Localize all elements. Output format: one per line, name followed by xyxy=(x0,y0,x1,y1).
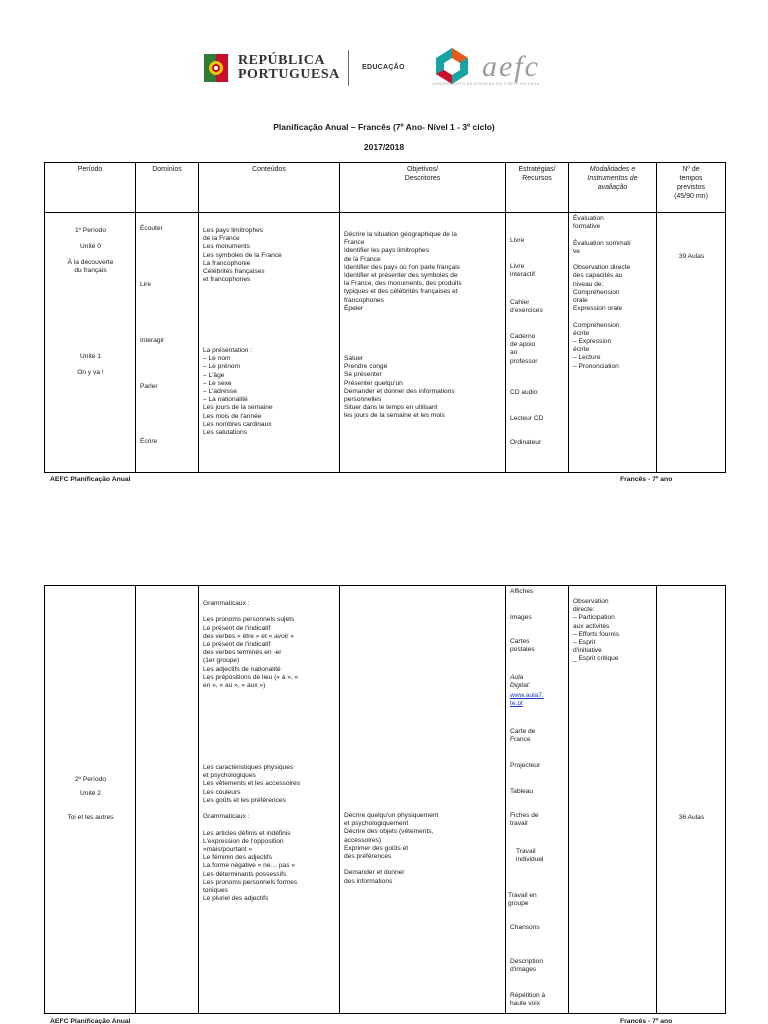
periodo-label: 2º Período xyxy=(74,776,106,783)
dominios-cell xyxy=(136,586,199,1014)
footer-left: AEFC Planificação Anual xyxy=(50,1018,131,1024)
col-header-estrategias: Estratégias/ Recursos xyxy=(506,163,569,213)
aula-digital-link[interactable]: www.aula7. te.pt xyxy=(510,692,544,708)
dominio-item: Parler xyxy=(140,383,158,390)
estrategia-item: Travail individuel xyxy=(516,848,544,864)
estrategia-item: Livre interactif xyxy=(510,263,535,279)
tempos-cell xyxy=(657,213,726,473)
conteudos-list: La présentation : – Le nom – Le prénom – L'âge – Le sexe – L'adresse – La nationalité Les jours de la semaine Les mois de l'année Les nombres cardinaux Les salutations xyxy=(203,347,273,437)
estrategia-item: Images xyxy=(510,614,532,621)
republica-portuguesa-wordmark: REPÚBLICA PORTUGUESA xyxy=(238,53,340,82)
estrategia-item: CD audio xyxy=(510,389,538,396)
dominio-item: Lire xyxy=(140,281,151,288)
dominios-cell xyxy=(136,213,199,473)
col-header-dominios: Domínios xyxy=(136,163,199,213)
col-header-objetivos: Objetivos/ Descritores xyxy=(340,163,506,213)
col-header-conteudos: Conteúdos xyxy=(199,163,340,213)
republica-portuguesa-emblem-icon xyxy=(200,50,230,86)
modalidades-list: Évaluation formative Évaluation sommati ve Observation directe des capacités au niveau de: Compréhension orale Expression orale Compréhension écrite – Expression écrite – Lecture – Prononciation xyxy=(573,215,631,370)
col-header-tempos: Nº de tempos previstos (45/90 mn) xyxy=(657,163,726,213)
aefc-subtitle: AGRUPAMENTO DE ESCOLAS DO FORTE DA CASA xyxy=(432,82,540,86)
estrategia-item: Livre xyxy=(510,237,525,244)
estrategia-item: Chansons xyxy=(510,924,540,931)
tempos-value: 39 Aulas xyxy=(678,253,705,260)
estrategia-item: Fiches de travail xyxy=(510,812,539,828)
col-header-modalidades: Modalidades e Instrumentos de avaliação xyxy=(569,163,657,213)
estrategia-item: Lecteur CD xyxy=(510,415,544,422)
objetivos-cell xyxy=(340,213,506,473)
table-header-row xyxy=(45,163,726,213)
dominio-item: Écouter xyxy=(140,225,163,232)
tempos-value: 36 Aulas xyxy=(678,814,705,821)
conteudos-list: Grammaticaux : Les pronoms personnels sujets Le présent de l'indicatif des verbes « être » et « avoir » Le présent de l'indicatif des verbes terminés en -er (1er groupe) Les adjectifs de nationalité Les prépositions de lieu (« à », « en », « au », « aux ») xyxy=(203,600,299,690)
objetivos-list: Décrire la situation géographique de la France Identifier les pays limitrophes de la France Identifier des pays où l'on parle français Identifier et présenter des symboles de la France, des monuments, des produits typiques et des célébrités françaises et francophones Épeler xyxy=(344,231,462,312)
unite-2-label: Unité 2 xyxy=(80,790,101,797)
estrategia-item: Affiches xyxy=(510,588,534,595)
page-header xyxy=(0,40,768,100)
modalidades-cell xyxy=(569,586,657,1014)
footer-left: AEFC Planificação Anual xyxy=(50,476,131,483)
conteudos-cell xyxy=(199,586,340,1014)
tempos-cell xyxy=(657,586,726,1014)
dominio-item: Écrire xyxy=(140,438,158,445)
document-title: Planificação Anual – Francês (7º Ano- Nível 1 - 3º ciclo) xyxy=(273,122,495,132)
estrategia-item: Répétition à haute voix xyxy=(510,992,546,1008)
objetivos-list: Décrire quelqu'un physiquement et psychologiquement Décrire des objets (vêtements, accessoires) Exprimer des goûts et des préférences Demander et donner des informations xyxy=(344,812,439,885)
school-year: 2017/2018 xyxy=(363,142,405,152)
periodo-cell xyxy=(45,586,136,1014)
modalidades-cell xyxy=(569,213,657,473)
estrategia-item: Description d'images xyxy=(510,958,543,974)
unite-0-title: À la découverte du français xyxy=(67,259,114,275)
estrategia-item: Carte de France xyxy=(510,728,536,744)
header-divider xyxy=(348,50,349,86)
footer-right: Francês - 7º ano xyxy=(620,1018,673,1024)
conteudos-list: Les pays limitrophes de la France Les monuments Les symboles de la France La francophonie Célébrités françaises et francophones xyxy=(203,227,282,284)
estrategia-item: Travail en groupe xyxy=(508,892,537,908)
aefc-logo-icon xyxy=(432,46,472,86)
footer-right: Francês - 7º ano xyxy=(620,476,673,483)
table-row xyxy=(45,586,726,1014)
dominio-item: Interagir xyxy=(140,337,165,344)
unite-1-title: On y va ! xyxy=(77,369,104,376)
estrategias-cell xyxy=(506,213,569,473)
unite-1-label: Unité 1 xyxy=(80,353,101,360)
estrategia-item: Cartes postales xyxy=(510,638,535,654)
aefc-wordmark: aefc xyxy=(482,50,540,83)
estrategia-item: Ordinateur xyxy=(510,439,542,446)
objetivos-cell xyxy=(340,586,506,1014)
estrategias-cell xyxy=(506,586,569,1014)
planning-table-page-1 xyxy=(44,162,726,473)
estrategia-item: Projecteur xyxy=(510,762,541,769)
modalidades-list: Observation directe: – Participation aux activités – Efforts fournis – Esprit d'initiative _ Esprit critique xyxy=(573,598,620,663)
unite-0-label: Unité 0 xyxy=(80,243,101,250)
conteudos-cell xyxy=(199,213,340,473)
table-row xyxy=(45,213,726,473)
educacao-label: EDUCAÇÃO xyxy=(362,64,405,71)
periodo-cell xyxy=(45,213,136,473)
aula-digital-label: Aula Digital: xyxy=(510,674,531,690)
objetivos-list: Saluer Prendre congé Se présenter Présenter quelqu'un Demander et donner des informations personnelles Situer dans le temps en utilisant les jours de la semaine et les mois xyxy=(344,355,455,420)
estrategia-item: Cahier d'exercices xyxy=(510,299,543,315)
conteudos-list: Les caractéristiques physiques et psychologiques Les vêtements et les accessoires Les couleurs Les goûts et les préférences Grammaticaux : Les articles définis et indéfinis L'expression de l'opposition «mais/pourtant » Le féminin des adjectifs La forme négative « ne… pas » Les déterminants possessifs Les pronoms personnels formes toniques Le pluriel des adjectifs xyxy=(203,764,301,903)
estrategia-item: Tableau xyxy=(510,788,534,795)
col-header-periodo: Período xyxy=(45,163,136,213)
estrategia-item: Caderno de apoio ao professor xyxy=(510,333,538,365)
unite-2-title: Toi et les autres xyxy=(67,814,114,821)
planning-table-page-2 xyxy=(44,585,726,1014)
periodo-label: 1º Período xyxy=(74,227,106,234)
